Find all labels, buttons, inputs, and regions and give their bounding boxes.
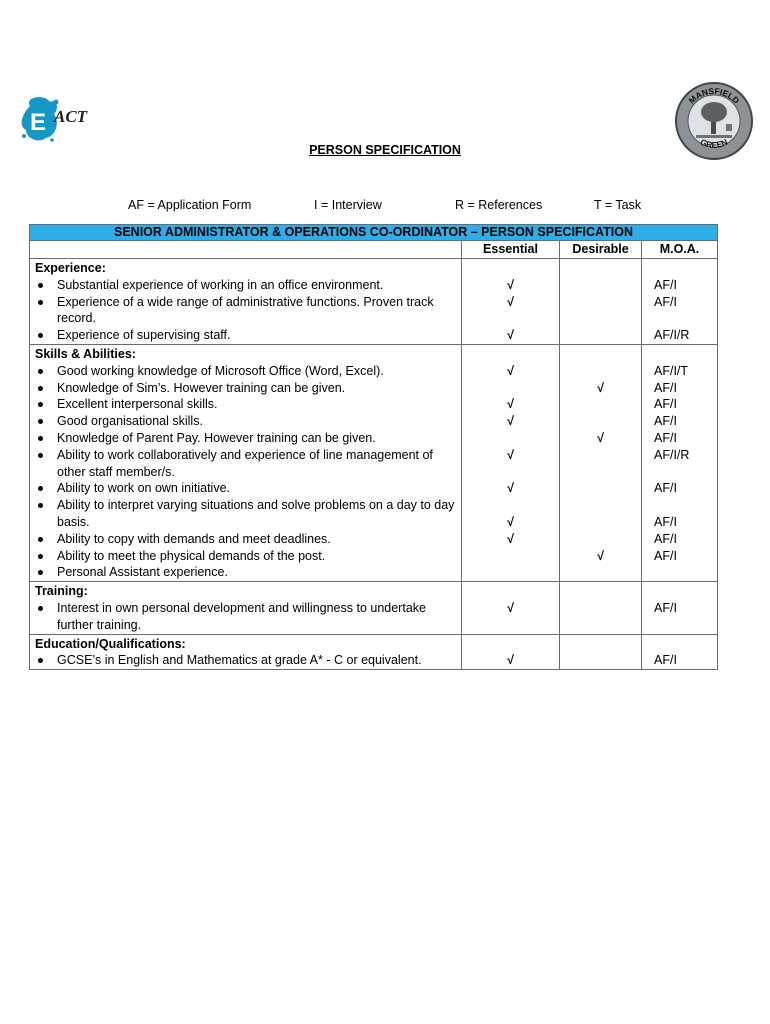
list-item: Excellent interpersonal skills.	[35, 396, 457, 413]
table-banner: SENIOR ADMINISTRATOR & OPERATIONS CO-ORDINATOR – PERSON SPECIFICATION	[30, 225, 718, 241]
list-item: Ability to work collaboratively and experience of line management of other staff member/s.	[35, 447, 457, 481]
desirable-tick: √	[597, 380, 604, 395]
legend-application-form: AF = Application Form	[128, 198, 252, 212]
essential-tick: √	[507, 294, 514, 309]
table-row	[30, 634, 718, 670]
moa-value: AF/I	[654, 481, 677, 496]
desirable-header: Desirable	[560, 241, 642, 259]
moa-value: AF/I	[654, 531, 677, 546]
table-row	[30, 582, 718, 634]
svg-text:ACT: ACT	[54, 107, 88, 126]
person-specification-table	[29, 224, 718, 670]
table-row	[30, 259, 718, 345]
section-title: Education/Qualifications:	[35, 636, 186, 651]
list-item: Ability to work on own initiative.	[35, 480, 457, 497]
criteria-cell	[30, 582, 462, 634]
svg-text:MANSFIELD: MANSFIELD	[686, 85, 742, 106]
moa-value: AF/I	[654, 294, 677, 309]
moa-value: AF/I	[654, 430, 677, 445]
essential-tick: √	[507, 514, 514, 529]
essential-tick: √	[507, 397, 514, 412]
list-item: Knowledge of Parent Pay. However training can be given.	[35, 430, 457, 447]
essential-cell	[462, 259, 560, 345]
desirable-cell	[560, 582, 642, 634]
legend-references: R = References	[455, 198, 543, 212]
page-title: PERSON SPECIFICATION	[309, 143, 461, 157]
moa-value: AF/I/R	[654, 328, 690, 343]
essential-cell	[462, 634, 560, 670]
list-item: Good working knowledge of Microsoft Office (Word, Excel).	[35, 363, 457, 380]
moa-value: AF/I/T	[654, 363, 689, 378]
list-item: Knowledge of Sim’s. However training can be given.	[35, 380, 457, 397]
moa-value: AF/I	[654, 397, 677, 412]
essential-tick: √	[507, 363, 514, 378]
criteria-cell	[30, 344, 462, 581]
moa-value: AF/I	[654, 277, 677, 292]
list-item: Ability to meet the physical demands of the post.	[35, 548, 457, 565]
essential-tick: √	[507, 414, 514, 429]
list-item: Experience of a wide range of administrative functions. Proven track record.	[35, 294, 457, 328]
moa-value: AF/I	[654, 653, 677, 668]
criteria-cell	[30, 634, 462, 670]
section-title: Training:	[35, 584, 88, 599]
list-item: Experience of supervising staff.	[35, 327, 457, 344]
essential-header: Essential	[462, 241, 560, 259]
list-item: Ability to copy with demands and meet deadlines.	[35, 531, 457, 548]
essential-cell	[462, 344, 560, 581]
essential-tick: √	[507, 600, 514, 615]
moa-value: AF/I	[654, 414, 677, 429]
moa-value: AF/I/R	[654, 447, 690, 462]
list-item: Personal Assistant experience.	[35, 564, 457, 581]
list-item: Interest in own personal development and willingness to undertake further training.	[35, 600, 457, 634]
essential-tick: √	[507, 653, 514, 668]
section-title: Experience:	[35, 261, 106, 275]
moa-value: AF/I	[654, 380, 677, 395]
moa-cell	[642, 582, 718, 634]
moa-header: M.O.A.	[642, 241, 718, 259]
legend-interview: I = Interview	[314, 198, 382, 212]
table-row	[30, 344, 718, 581]
svg-text:E: E	[30, 109, 47, 136]
list-item: GCSE’s in English and Mathematics at grade A* - C or equivalent.	[35, 652, 457, 669]
criteria-header-blank	[30, 241, 462, 259]
essential-tick: √	[507, 328, 514, 343]
desirable-tick: √	[597, 430, 604, 445]
list-item: Substantial experience of working in an office environment.	[35, 277, 457, 294]
legend-task: T = Task	[594, 198, 642, 212]
desirable-cell	[560, 634, 642, 670]
desirable-tick: √	[597, 548, 604, 563]
moa-cell	[642, 634, 718, 670]
desirable-cell	[560, 259, 642, 345]
essential-tick: √	[507, 531, 514, 546]
essential-cell	[462, 582, 560, 634]
moa-cell	[642, 259, 718, 345]
moa-cell	[642, 344, 718, 581]
essential-tick: √	[507, 481, 514, 496]
moa-value: AF/I	[654, 600, 677, 615]
list-item: Good organisational skills.	[35, 413, 457, 430]
eact-logo	[16, 92, 92, 148]
criteria-cell	[30, 259, 462, 345]
essential-tick: √	[507, 277, 514, 292]
section-title: Skills & Abilities:	[35, 346, 136, 361]
moa-value: AF/I	[654, 548, 677, 563]
essential-tick: √	[507, 447, 514, 462]
list-item: Ability to interpret varying situations and solve problems on a day to day basis.	[35, 497, 457, 531]
desirable-cell	[560, 344, 642, 581]
svg-text:GREEN: GREEN	[698, 136, 730, 151]
moa-value: AF/I	[654, 514, 677, 529]
